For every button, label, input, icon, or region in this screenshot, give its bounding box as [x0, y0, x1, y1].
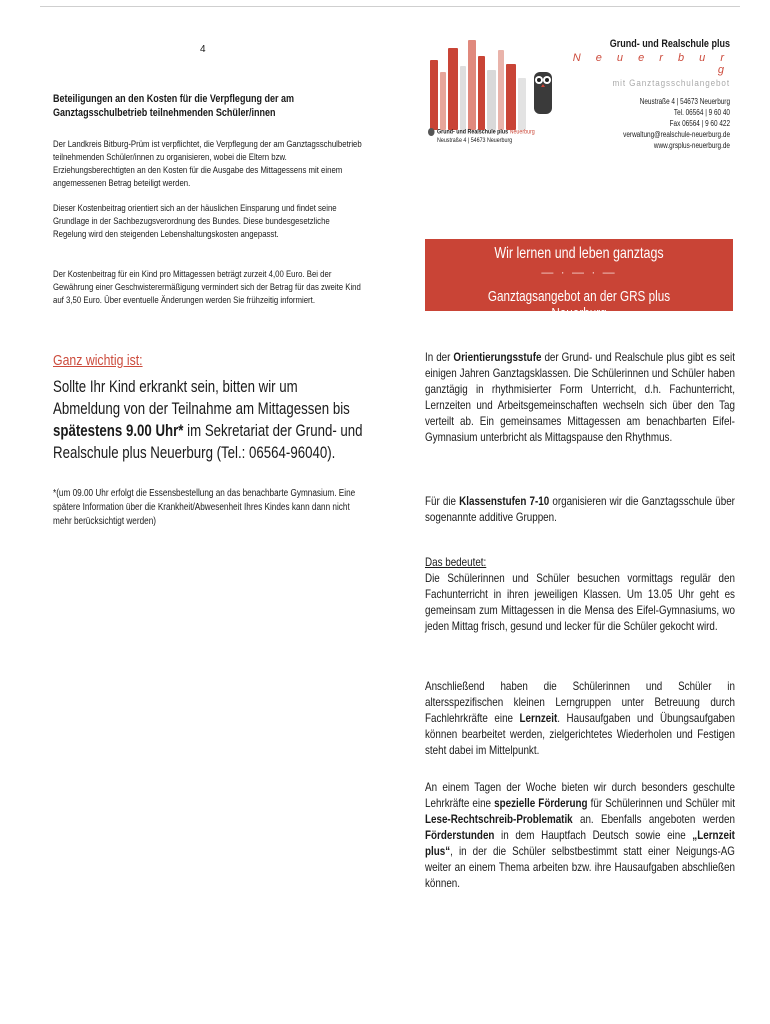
- school-seal-icon: [428, 128, 435, 136]
- meaning-title: Das bedeutet:: [425, 555, 487, 569]
- contact-fax: Fax 06564 | 9 60 422: [669, 119, 730, 128]
- books-logo: [430, 30, 532, 130]
- page-number: 4: [200, 44, 206, 55]
- costs-para-2: Dieser Kostenbeitrag orientiert sich an der häuslichen Einsparung und findet seine Grundlage in der Sachbezugsverordnung des Bundes. Diese bundesgesetzliche Regelung wird den steigenden Lebenshaltungskosten angepasst.: [53, 203, 337, 240]
- orientation-para: In der Orientierungsstufe der Grund- und Realschule plus gibt es seit einigen Jahren Ganztagsklassen. Die Schülerinnen und Schüler haben ganztägig in rhythmisierter Form Unterricht, d.h. Fachunterricht, Lernzeiten und Arbeitsgemeinschaften wechseln sich über den Tag verteilt ab. Ein gemeinsames Mittagessen am benachbarten Eifel-Gymnasium unterbricht als Mittagspause den Rhythmus.: [425, 350, 735, 444]
- contact-tel: Tel. 06564 | 9 60 40: [673, 108, 730, 117]
- owl-icon: [532, 68, 554, 116]
- costs-para-1: Der Landkreis Bitburg-Prüm ist verpflichtet, die Verpflegung der am Ganztagsschulbetrieb teilnehmenden Schüler/innen zu organisieren, wobei die Eltern bzw. Erziehungsberechtigten an den Kosten für die Ausgabe des Mittagessens mit einem angemessenen Betrag beteiligt werden.: [53, 139, 362, 189]
- banner-line-1: Wir lernen und leben ganztags: [494, 245, 664, 262]
- contact-web[interactable]: www.grsplus-neuerburg.de: [653, 141, 730, 150]
- school-small-logo: Grund- und Realschule plus Neuerburg Neustraße 4 | 54673 Neuerburg: [428, 128, 559, 145]
- meaning-para: Das bedeutet: Die Schülerinnen und Schüler besuchen vormittags regulär den Fachunterricht in ihren jeweiligen Klassen. Um 13.05 Uhr geht es gemeinsam zum Mittagessen in die Mensa des Eifel-Gymnasiums, wo jeden Mittag frisch, gesund und lecker für die Schüler gekocht wird.: [425, 555, 735, 633]
- footnote: *(um 09.00 Uhr erfolgt die Essensbestellung an das benachbarte Gymnasium. Eine spätere Information über die Krankheit/Abwesenheit Ihres Kindes kann dann nicht mehr berücksichtigt werden): [53, 488, 356, 527]
- brand-town: N e u e r b u r g: [572, 52, 730, 76]
- costs-para-3: Der Kostenbeitrag für ein Kind pro Mittagessen beträgt zurzeit 4,00 Euro. Bei der Gewährung einer Geschwisterermäßigung vermindert sich der Betrag für das zweite Kind auf 3,50 Euro. Über eventuelle Änderungen werden Sie frühzeitig informiert.: [53, 269, 361, 306]
- support-para: An einem Tagen der Woche bieten wir durch besonders geschulte Lehrkräfte eine spezielle Förderung für Schülerinnen und Schüler mit Lese-Rechtschreib-Problematik an. Ebenfalls angeboten werden Förderstunden in dem Hauptfach Deutsch sowie eine „Lernzeit plus“, in der die Schüler selbstbestimmt statt einer Neigungs-AG weiter an einem Thema arbeiten bzw. ihre Hausaufgaben abschließen können.: [425, 780, 735, 890]
- top-divider: [40, 6, 740, 7]
- brand-subtitle: mit Ganztagsschulangebot: [612, 78, 730, 88]
- contact-email[interactable]: verwaltung@realschule-neuerburg.de: [623, 130, 730, 139]
- contact-block: [570, 96, 730, 151]
- costs-heading-block: [53, 92, 365, 120]
- important-notice: Sollte Ihr Kind erkrankt sein, bitten wir um Abmeldung von der Teilnahme am Mittagessen bis spätestens 9.00 Uhr* im Sekretariat der Grund- und Realschule plus Neuerburg (Tel.: 06564-96040).: [53, 377, 363, 462]
- school-brand: [570, 38, 730, 88]
- banner-line-3: Ganztagsangebot an der GRS plus Neuerburg: [487, 288, 671, 322]
- grades-para: Für die Klassenstufen 7-10 organisieren wir die Ganztagsschule über sogenannte additive Gruppen.: [425, 494, 735, 524]
- important-title: Ganz wichtig ist:: [53, 352, 143, 369]
- banner: [425, 239, 733, 322]
- brand-name: Grund- und Realschule plus: [609, 38, 730, 50]
- costs-heading: Beteiligungen an den Kosten für die Verpflegung der am Ganztagsschulbetrieb teilnehmenden Schüler/innen: [53, 93, 295, 119]
- study-time-para: Anschließend haben die Schülerinnen und Schüler in altersspezifischen kleinen Lerngruppen unter Betreuung durch Fachlehrkräfte eine Lernzeit. Hausaufgaben und Übungsaufgaben können bearbeitet werden, zielgerichtetes Wiederholen und Festigen steht dabei im Mittelpunkt.: [425, 679, 735, 757]
- contact-address: Neustraße 4 | 54673 Neuerburg: [639, 97, 730, 106]
- banner-divider: — · — · —: [541, 265, 617, 279]
